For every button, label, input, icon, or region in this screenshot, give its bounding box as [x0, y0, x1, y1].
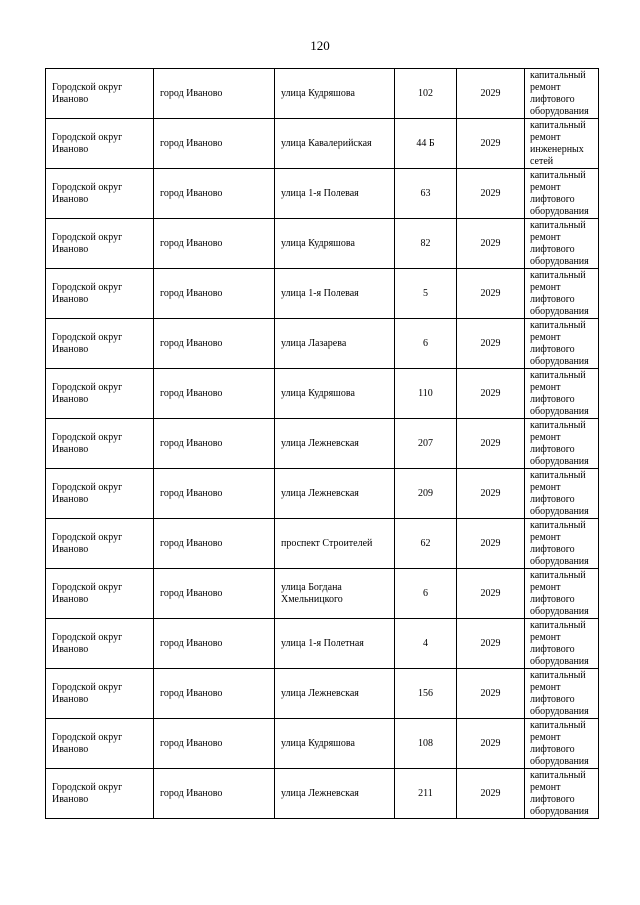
cell-year: 2029 [457, 519, 525, 569]
cell-work: капитальный ремонт лифтового оборудования [525, 69, 599, 119]
cell-city: город Иваново [154, 569, 275, 619]
cell-work: капитальный ремонт лифтового оборудования [525, 369, 599, 419]
cell-year: 2029 [457, 369, 525, 419]
register-table [45, 68, 599, 819]
cell-street: улица Лежневская [275, 469, 395, 519]
cell-year: 2029 [457, 769, 525, 819]
table-row [46, 419, 599, 469]
cell-work: капитальный ремонт лифтового оборудования [525, 219, 599, 269]
cell-work: капитальный ремонт лифтового оборудования [525, 419, 599, 469]
cell-district: Городской округ Иваново [46, 319, 154, 369]
table-row [46, 219, 599, 269]
cell-city: город Иваново [154, 319, 275, 369]
cell-street: улица Кудряшова [275, 69, 395, 119]
cell-year: 2029 [457, 669, 525, 719]
table-row [46, 569, 599, 619]
cell-district: Городской округ Иваново [46, 669, 154, 719]
cell-work: капитальный ремонт лифтового оборудования [525, 469, 599, 519]
table-row [46, 169, 599, 219]
table-row [46, 469, 599, 519]
cell-work: капитальный ремонт лифтового оборудования [525, 619, 599, 669]
cell-work: капитальный ремонт инженерных сетей [525, 119, 599, 169]
register-table-body [46, 69, 599, 819]
cell-work: капитальный ремонт лифтового оборудования [525, 569, 599, 619]
cell-house: 4 [395, 619, 457, 669]
cell-house: 156 [395, 669, 457, 719]
cell-house: 6 [395, 569, 457, 619]
cell-city: город Иваново [154, 769, 275, 819]
cell-house: 108 [395, 719, 457, 769]
cell-street: проспект Строителей [275, 519, 395, 569]
table-row [46, 519, 599, 569]
cell-year: 2029 [457, 619, 525, 669]
table-row [46, 719, 599, 769]
cell-district: Городской округ Иваново [46, 269, 154, 319]
table-row [46, 369, 599, 419]
cell-district: Городской округ Иваново [46, 719, 154, 769]
cell-city: город Иваново [154, 269, 275, 319]
cell-year: 2029 [457, 119, 525, 169]
table-row [46, 669, 599, 719]
cell-street: улица Лежневская [275, 419, 395, 469]
cell-city: город Иваново [154, 669, 275, 719]
cell-district: Городской округ Иваново [46, 369, 154, 419]
cell-house: 62 [395, 519, 457, 569]
cell-city: город Иваново [154, 69, 275, 119]
cell-street: улица 1-я Полевая [275, 169, 395, 219]
cell-district: Городской округ Иваново [46, 519, 154, 569]
cell-year: 2029 [457, 169, 525, 219]
cell-street: улица 1-я Полетная [275, 619, 395, 669]
table-row [46, 319, 599, 369]
cell-city: город Иваново [154, 619, 275, 669]
cell-street: улица Кудряшова [275, 369, 395, 419]
cell-city: город Иваново [154, 419, 275, 469]
cell-street: улица Лежневская [275, 669, 395, 719]
cell-street: улица Кудряшова [275, 219, 395, 269]
page-number: 120 [310, 38, 330, 53]
cell-house: 5 [395, 269, 457, 319]
cell-work: капитальный ремонт лифтового оборудования [525, 269, 599, 319]
cell-street: улица Лежневская [275, 769, 395, 819]
cell-house: 6 [395, 319, 457, 369]
cell-district: Городской округ Иваново [46, 69, 154, 119]
cell-city: город Иваново [154, 369, 275, 419]
cell-street: улица Кудряшова [275, 719, 395, 769]
cell-street: улица Кавалерийская [275, 119, 395, 169]
cell-city: город Иваново [154, 219, 275, 269]
cell-year: 2029 [457, 719, 525, 769]
table-row [46, 69, 599, 119]
cell-work: капитальный ремонт лифтового оборудования [525, 519, 599, 569]
table-row [46, 119, 599, 169]
cell-city: город Иваново [154, 519, 275, 569]
cell-year: 2029 [457, 319, 525, 369]
cell-year: 2029 [457, 469, 525, 519]
cell-district: Городской округ Иваново [46, 619, 154, 669]
cell-year: 2029 [457, 419, 525, 469]
cell-house: 44 Б [395, 119, 457, 169]
cell-district: Городской округ Иваново [46, 219, 154, 269]
cell-district: Городской округ Иваново [46, 119, 154, 169]
cell-work: капитальный ремонт лифтового оборудования [525, 319, 599, 369]
cell-work: капитальный ремонт лифтового оборудования [525, 169, 599, 219]
cell-house: 207 [395, 419, 457, 469]
cell-year: 2029 [457, 269, 525, 319]
cell-district: Городской округ Иваново [46, 469, 154, 519]
cell-city: город Иваново [154, 469, 275, 519]
table-row [46, 769, 599, 819]
cell-street: улица 1-я Полевая [275, 269, 395, 319]
table-row [46, 619, 599, 669]
cell-district: Городской округ Иваново [46, 169, 154, 219]
cell-work: капитальный ремонт лифтового оборудования [525, 669, 599, 719]
cell-city: город Иваново [154, 719, 275, 769]
cell-year: 2029 [457, 219, 525, 269]
cell-year: 2029 [457, 69, 525, 119]
cell-street: улица Богдана Хмельницкого [275, 569, 395, 619]
cell-city: город Иваново [154, 169, 275, 219]
cell-district: Городской округ Иваново [46, 769, 154, 819]
cell-house: 211 [395, 769, 457, 819]
cell-district: Городской округ Иваново [46, 569, 154, 619]
cell-year: 2029 [457, 569, 525, 619]
cell-house: 209 [395, 469, 457, 519]
cell-house: 110 [395, 369, 457, 419]
table-row [46, 269, 599, 319]
cell-work: капитальный ремонт лифтового оборудования [525, 769, 599, 819]
cell-street: улица Лазарева [275, 319, 395, 369]
cell-district: Городской округ Иваново [46, 419, 154, 469]
cell-house: 82 [395, 219, 457, 269]
cell-house: 102 [395, 69, 457, 119]
cell-work: капитальный ремонт лифтового оборудования [525, 719, 599, 769]
cell-house: 63 [395, 169, 457, 219]
cell-city: город Иваново [154, 119, 275, 169]
